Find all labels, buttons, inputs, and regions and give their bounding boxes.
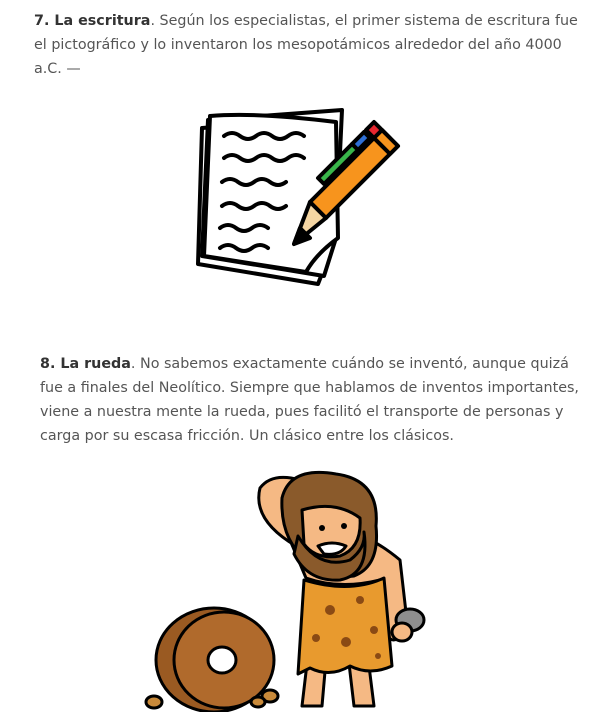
text-escritura: . Según los especialistas, el primer sistema de escritura fue el pictográfico y lo inventaron los mesopotámicos alrededor del año 4000 a.C. — (34, 13, 578, 77)
paragraph-rueda (40, 352, 580, 448)
paragraph-escritura (34, 9, 594, 81)
heading-rueda: 8. La rueda (40, 356, 131, 372)
caveman-with-stone-wheel-icon (140, 470, 440, 712)
paper-and-pencil-icon (186, 88, 416, 298)
text-rueda: . No sabemos exactamente cuándo se inventó, aunque quizá fue a finales del Neolítico. Siempre que hablamos de inventos importantes, viene a nuestra mente la rueda, pues facilitó el transporte de personas y carga por su escasa fricción. Un clásico entre los clásicos. (40, 356, 579, 444)
heading-escritura: 7. La escritura (34, 13, 151, 29)
